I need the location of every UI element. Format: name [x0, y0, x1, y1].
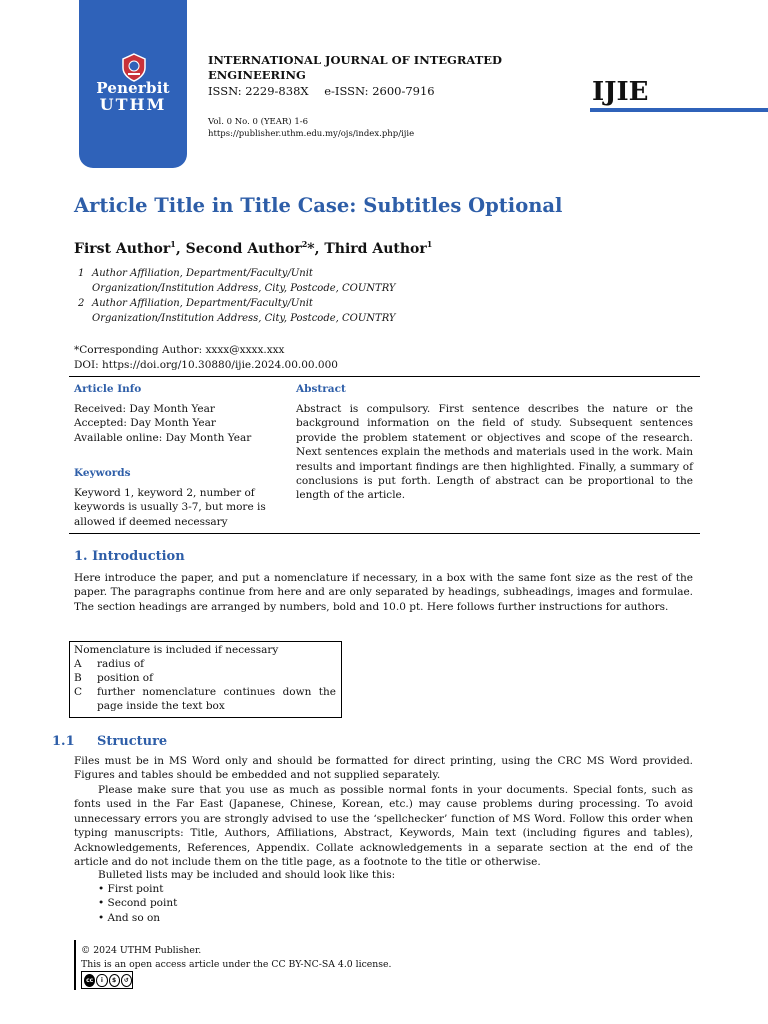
publisher-logo — [79, 0, 187, 168]
abstract-heading: Abstract — [296, 383, 346, 395]
header-accent-bar — [590, 108, 768, 112]
affiliation-2 — [78, 296, 498, 326]
available-date: Available online: Day Month Year — [74, 431, 252, 444]
nomenclature-desc: further nomenclature continues down the — [97, 686, 336, 698]
doi[interactable]: DOI: https://doi.org/10.30880/ijie.2024.00.00.000 — [74, 358, 338, 371]
nomenclature-symbol: B — [74, 672, 82, 684]
list-item: • First point — [98, 883, 164, 895]
copyright: © 2024 UTHM Publisher. — [81, 945, 202, 956]
volume: Vol. 0 No. 0 (YEAR) 1-6 — [208, 117, 309, 127]
affiliation-line: Organization/Institution Address, City, Postcode, COUNTRY — [92, 283, 396, 294]
issn-line — [208, 84, 447, 99]
nomenclature-desc: page inside the text box — [97, 700, 225, 712]
footer-rule — [74, 940, 76, 990]
correspondence-block — [74, 343, 338, 372]
nc-icon: $ — [109, 974, 120, 987]
crest-icon — [119, 52, 149, 82]
intro-heading: 1. Introduction — [74, 549, 185, 564]
article-title: Article Title in Title Case: Subtitles Optional — [74, 194, 563, 217]
cc-license-icon[interactable] — [81, 971, 133, 989]
bullet-list — [98, 882, 177, 925]
intro-text: Here introduce the paper, and put a nomenclature if necessary, in a box with the same font size as the rest of the paper. The paragraphs continue from here and are only separated by headings, subheadings, images and formulae. The section headings are arranged by numbers, bold and 10.0 pt. Here follows further instructions for authors. — [74, 572, 693, 613]
keywords-heading: Keywords — [74, 467, 131, 479]
by-icon: i — [96, 974, 107, 987]
structure-paragraph-1: Files must be in MS Word only and should be formatted for direct printing, using the CRC MS Word provided. Figures and tables should be embedded and not supplied separately. — [74, 755, 693, 782]
list-item: • And so on — [98, 911, 161, 924]
journal-abbrev: IJIE — [592, 77, 649, 107]
journal-url[interactable]: https://publisher.uthm.edu.my/ojs/index.php/ijie — [208, 129, 415, 139]
article-info-heading: Article Info — [74, 383, 142, 395]
affiliation-line: Organization/Institution Address, City, Postcode, COUNTRY — [92, 313, 396, 324]
structure-paragraph-2: Please make sure that you use as much as possible normal fonts in your documents. Special fonts, such as fonts used in the Far East (Japanese, Chinese, Korean, etc.) may cause problems during processing. To avoid unnecessary errors you are strongly advised to use the ‘spellchecker’ function of MS Word. Follow this order when typing manuscripts: Title, Authors, Affiliations, Abstract, Keywords, Main text (including figures and tables), Acknowledgements, References, Appendix. Collate acknowledgements in a separate section at the end of the article and do not include them on the title page, as a footnote to the title or otherwise. — [74, 784, 693, 869]
structure-heading: Structure — [97, 734, 168, 749]
article-dates — [74, 402, 274, 445]
divider-top — [69, 376, 700, 377]
affiliation-number: 1 — [78, 268, 85, 279]
corresponding-author: *Corresponding Author: xxxx@xxxx.xxx — [74, 344, 285, 356]
author-sep: , — [175, 241, 186, 257]
nomenclature-desc: radius of — [97, 658, 145, 670]
author-3: Third Author — [324, 241, 427, 257]
nomenclature-desc: position of — [97, 672, 153, 684]
publisher-name-2: UTHM — [99, 95, 167, 114]
footer-text — [81, 944, 392, 972]
issn: ISSN: 2229-838X — [208, 84, 309, 98]
nomenclature-symbol: A — [74, 658, 82, 670]
eissn: e-ISSN: 2600-7916 — [324, 84, 435, 98]
nomenclature-box — [69, 641, 342, 718]
publisher-name-1: Penerbit — [96, 79, 170, 97]
author-2-sup: 2 — [301, 239, 308, 249]
abstract-text: Abstract is compulsory. First sentence describes the nature or the background information on the field of study. Subsequent sentences provide the problem statement or objectives and scope of the research. Next sentences explain the methods and materials used in the work. Main results and important findings are then highlighted. Finally, a summary of conclusions is put forth. Length of abstract can be proportional to the length of the article. — [296, 403, 693, 502]
author-1: First Author — [74, 241, 171, 257]
divider-bottom — [69, 533, 700, 534]
license: This is an open access article under the CC BY-NC-SA 4.0 license. — [81, 959, 392, 970]
accepted-date: Accepted: Day Month Year — [74, 417, 216, 430]
journal-name: INTERNATIONAL JOURNAL OF INTEGRATED ENGINEERING — [208, 53, 502, 82]
nomenclature-symbol: C — [74, 686, 83, 698]
author-sep: *, — [307, 241, 325, 257]
cc-icon: cc — [84, 974, 95, 987]
affiliation-1 — [78, 266, 498, 296]
subsection-number: 1.1 — [52, 734, 75, 749]
author-list — [74, 234, 432, 259]
structure-paragraph-3: Bulleted lists may be included and should look like this: — [98, 869, 396, 881]
keywords-text: Keyword 1, keyword 2, number of keywords is usually 3-7, but more is allowed if deemed necessary — [74, 487, 266, 528]
affiliation-line: Author Affiliation, Department/Faculty/Unit — [92, 298, 313, 309]
affiliation-line: Author Affiliation, Department/Faculty/Unit — [92, 268, 313, 279]
author-2: Second Author — [185, 241, 302, 257]
author-1-sup: 1 — [170, 239, 176, 249]
author-3-sup: 1 — [426, 239, 433, 249]
received-date: Received: Day Month Year — [74, 403, 215, 415]
sa-icon: ↺ — [121, 974, 132, 987]
nomenclature-title: Nomenclature is included if necessary — [74, 644, 279, 656]
volume-info — [208, 116, 414, 140]
list-item: • Second point — [98, 897, 178, 910]
affiliation-number: 2 — [78, 298, 85, 309]
